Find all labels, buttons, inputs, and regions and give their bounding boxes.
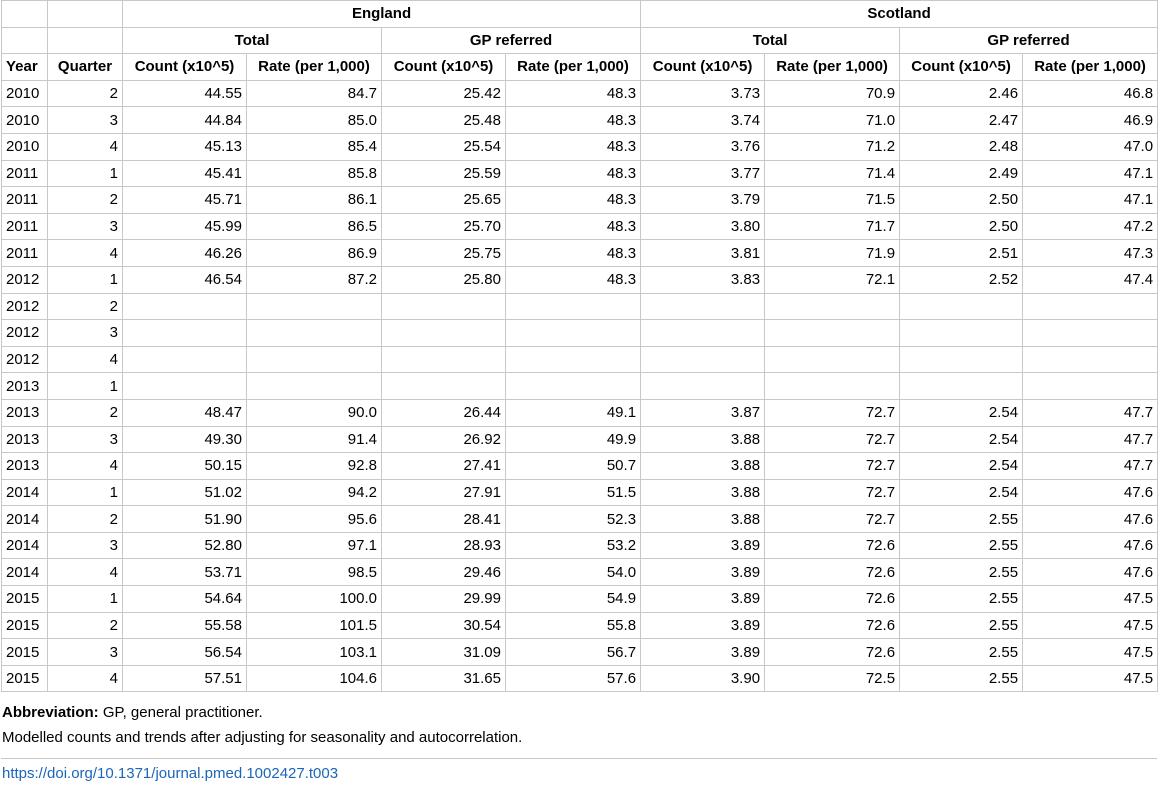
table-cell: 72.7 <box>765 453 900 480</box>
table-cell: 3.74 <box>641 107 765 134</box>
cell-quarter: 2 <box>48 187 123 214</box>
table-cell: 2.55 <box>900 559 1023 586</box>
table-cell: 28.93 <box>382 532 506 559</box>
table-cell: 56.54 <box>123 639 247 666</box>
table-cell: 3.76 <box>641 133 765 160</box>
table-cell: 2.55 <box>900 612 1023 639</box>
table-cell <box>900 320 1023 347</box>
table-cell: 48.3 <box>506 213 641 240</box>
table-cell: 84.7 <box>247 80 382 107</box>
region-header-england: England <box>123 1 641 28</box>
table-cell: 25.80 <box>382 266 506 293</box>
table-cell <box>506 373 641 400</box>
group-header-england-total: Total <box>123 27 382 54</box>
table-cell: 31.65 <box>382 665 506 692</box>
table-cell <box>900 346 1023 373</box>
cell-quarter: 2 <box>48 80 123 107</box>
table-cell: 3.88 <box>641 426 765 453</box>
table-cell: 3.89 <box>641 612 765 639</box>
table-cell: 25.75 <box>382 240 506 267</box>
cell-year: 2011 <box>2 187 48 214</box>
cell-year: 2012 <box>2 320 48 347</box>
model-note: Modelled counts and trends after adjusting for seasonality and autocorrelation. <box>2 729 523 747</box>
table-cell: 26.92 <box>382 426 506 453</box>
table-cell: 101.5 <box>247 612 382 639</box>
table-cell: 30.54 <box>382 612 506 639</box>
table-row <box>2 293 1158 320</box>
table-cell: 91.4 <box>247 426 382 453</box>
table-cell: 3.89 <box>641 586 765 613</box>
table-cell <box>1023 320 1158 347</box>
table-cell <box>506 320 641 347</box>
cell-quarter: 3 <box>48 532 123 559</box>
table-cell: 2.46 <box>900 80 1023 107</box>
table-cell <box>1023 346 1158 373</box>
table-cell: 3.73 <box>641 80 765 107</box>
cell-quarter: 4 <box>48 665 123 692</box>
cell-quarter: 2 <box>48 612 123 639</box>
table-cell: 46.9 <box>1023 107 1158 134</box>
table-cell: 31.09 <box>382 639 506 666</box>
cell-year: 2012 <box>2 346 48 373</box>
cell-year: 2014 <box>2 506 48 533</box>
group-header-scotland-total: Total <box>641 27 900 54</box>
table-cell <box>641 346 765 373</box>
cell-quarter: 2 <box>48 506 123 533</box>
table-cell: 3.87 <box>641 399 765 426</box>
table-cell: 104.6 <box>247 665 382 692</box>
data-table <box>1 0 1158 692</box>
table-cell <box>123 373 247 400</box>
table-cell: 3.79 <box>641 187 765 214</box>
table-cell <box>765 320 900 347</box>
cell-quarter: 1 <box>48 373 123 400</box>
blank-header-cell <box>2 27 48 54</box>
cell-year: 2015 <box>2 612 48 639</box>
column-header-count: Count (x10^5) <box>900 54 1023 81</box>
cell-quarter: 4 <box>48 133 123 160</box>
table-row <box>2 240 1158 267</box>
table-cell <box>506 346 641 373</box>
table-cell: 48.3 <box>506 107 641 134</box>
blank-header-cell <box>48 1 123 28</box>
table-row <box>2 532 1158 559</box>
table-cell: 98.5 <box>247 559 382 586</box>
table-cell: 29.46 <box>382 559 506 586</box>
table-cell: 51.90 <box>123 506 247 533</box>
table-cell: 48.3 <box>506 266 641 293</box>
table-cell: 2.55 <box>900 506 1023 533</box>
table-cell: 71.2 <box>765 133 900 160</box>
table-cell: 86.9 <box>247 240 382 267</box>
table-cell: 70.9 <box>765 80 900 107</box>
cell-quarter: 3 <box>48 107 123 134</box>
group-header-england-gp: GP referred <box>382 27 641 54</box>
table-cell: 54.9 <box>506 586 641 613</box>
cell-quarter: 4 <box>48 559 123 586</box>
cell-year: 2013 <box>2 399 48 426</box>
table-cell: 71.5 <box>765 187 900 214</box>
table-row <box>2 453 1158 480</box>
cell-year: 2012 <box>2 266 48 293</box>
column-header-count: Count (x10^5) <box>382 54 506 81</box>
table-cell <box>382 373 506 400</box>
table-cell: 47.7 <box>1023 399 1158 426</box>
table-cell: 47.5 <box>1023 665 1158 692</box>
table-cell: 2.54 <box>900 479 1023 506</box>
table-row <box>2 320 1158 347</box>
table-cell: 47.0 <box>1023 133 1158 160</box>
cell-quarter: 4 <box>48 240 123 267</box>
column-header-year: Year <box>2 54 48 81</box>
table-cell: 72.6 <box>765 559 900 586</box>
cell-quarter: 2 <box>48 399 123 426</box>
table-row <box>2 80 1158 107</box>
table-cell <box>1023 293 1158 320</box>
table-row <box>2 107 1158 134</box>
blank-header-cell <box>2 1 48 28</box>
table-cell: 72.6 <box>765 639 900 666</box>
table-cell: 51.5 <box>506 479 641 506</box>
column-header-row <box>2 54 1158 81</box>
table-cell: 25.54 <box>382 133 506 160</box>
table-cell: 72.1 <box>765 266 900 293</box>
group-header-row <box>2 27 1158 54</box>
cell-year: 2010 <box>2 133 48 160</box>
cell-quarter: 1 <box>48 586 123 613</box>
cell-quarter: 4 <box>48 346 123 373</box>
table-row <box>2 665 1158 692</box>
cell-year: 2010 <box>2 80 48 107</box>
table-cell <box>247 346 382 373</box>
table-cell: 47.7 <box>1023 453 1158 480</box>
table-cell <box>123 346 247 373</box>
cell-year: 2013 <box>2 373 48 400</box>
table-row <box>2 133 1158 160</box>
table-cell: 2.55 <box>900 586 1023 613</box>
table-cell: 85.8 <box>247 160 382 187</box>
cell-year: 2011 <box>2 240 48 267</box>
table-cell: 27.91 <box>382 479 506 506</box>
table-row <box>2 559 1158 586</box>
table-row <box>2 187 1158 214</box>
cell-year: 2011 <box>2 160 48 187</box>
table-cell: 71.0 <box>765 107 900 134</box>
cell-year: 2013 <box>2 453 48 480</box>
table-cell: 47.5 <box>1023 639 1158 666</box>
table-cell: 47.6 <box>1023 532 1158 559</box>
table-cell: 85.0 <box>247 107 382 134</box>
table-cell <box>382 293 506 320</box>
cell-year: 2015 <box>2 639 48 666</box>
table-cell <box>765 373 900 400</box>
table-cell: 25.48 <box>382 107 506 134</box>
table-cell: 72.7 <box>765 506 900 533</box>
table-cell: 2.55 <box>900 639 1023 666</box>
table-cell: 47.3 <box>1023 240 1158 267</box>
table-cell: 27.41 <box>382 453 506 480</box>
table-body <box>2 80 1158 692</box>
table-cell <box>641 373 765 400</box>
table-cell: 45.41 <box>123 160 247 187</box>
table-cell: 48.47 <box>123 399 247 426</box>
table-cell: 90.0 <box>247 399 382 426</box>
cell-quarter: 4 <box>48 453 123 480</box>
table-cell: 48.3 <box>506 187 641 214</box>
table-cell: 71.9 <box>765 240 900 267</box>
table-cell: 45.99 <box>123 213 247 240</box>
abbreviation-text: GP, general practitioner. <box>98 704 263 722</box>
table-cell: 53.71 <box>123 559 247 586</box>
table-cell: 72.6 <box>765 612 900 639</box>
column-header-rate: Rate (per 1,000) <box>765 54 900 81</box>
table-cell: 45.13 <box>123 133 247 160</box>
table-cell: 55.8 <box>506 612 641 639</box>
table-cell <box>765 293 900 320</box>
table-cell: 3.81 <box>641 240 765 267</box>
table-cell <box>247 320 382 347</box>
table-cell: 51.02 <box>123 479 247 506</box>
table-cell: 3.80 <box>641 213 765 240</box>
cell-quarter: 2 <box>48 293 123 320</box>
table-cell: 95.6 <box>247 506 382 533</box>
blank-header-cell <box>48 27 123 54</box>
cell-year: 2014 <box>2 559 48 586</box>
table-cell: 72.7 <box>765 399 900 426</box>
table-cell <box>900 373 1023 400</box>
cell-year: 2010 <box>2 107 48 134</box>
table-cell: 3.88 <box>641 453 765 480</box>
abbreviation-note <box>2 700 1158 725</box>
table-cell: 72.5 <box>765 665 900 692</box>
table-cell: 46.8 <box>1023 80 1158 107</box>
table-cell: 48.3 <box>506 240 641 267</box>
table-cell: 49.30 <box>123 426 247 453</box>
table-cell: 47.6 <box>1023 479 1158 506</box>
table-cell: 44.55 <box>123 80 247 107</box>
table-cell: 25.42 <box>382 80 506 107</box>
table-cell: 47.7 <box>1023 426 1158 453</box>
table-row <box>2 266 1158 293</box>
table-row <box>2 479 1158 506</box>
table-cell: 85.4 <box>247 133 382 160</box>
table-cell: 57.6 <box>506 665 641 692</box>
table-cell: 2.50 <box>900 213 1023 240</box>
table-cell: 72.7 <box>765 479 900 506</box>
table-cell: 55.58 <box>123 612 247 639</box>
column-header-rate: Rate (per 1,000) <box>506 54 641 81</box>
table-cell: 47.5 <box>1023 612 1158 639</box>
table-cell: 3.90 <box>641 665 765 692</box>
table-cell: 52.80 <box>123 532 247 559</box>
table-cell: 71.4 <box>765 160 900 187</box>
cell-year: 2013 <box>2 426 48 453</box>
table-cell: 3.89 <box>641 532 765 559</box>
table-cell: 48.3 <box>506 160 641 187</box>
table-cell: 2.51 <box>900 240 1023 267</box>
table-cell: 100.0 <box>247 586 382 613</box>
table-cell <box>641 293 765 320</box>
column-header-count: Count (x10^5) <box>123 54 247 81</box>
cell-quarter: 3 <box>48 426 123 453</box>
table-cell: 53.2 <box>506 532 641 559</box>
table-cell: 54.64 <box>123 586 247 613</box>
footnotes <box>2 700 1158 750</box>
divider <box>1 758 1157 759</box>
table-cell: 47.6 <box>1023 506 1158 533</box>
cell-year: 2012 <box>2 293 48 320</box>
table-cell: 3.77 <box>641 160 765 187</box>
table-cell: 92.8 <box>247 453 382 480</box>
table-cell: 3.88 <box>641 479 765 506</box>
table-cell: 97.1 <box>247 532 382 559</box>
table-cell: 57.51 <box>123 665 247 692</box>
cell-quarter: 1 <box>48 160 123 187</box>
table-cell: 29.99 <box>382 586 506 613</box>
table-cell: 49.1 <box>506 399 641 426</box>
table-cell: 54.0 <box>506 559 641 586</box>
table-cell: 2.54 <box>900 426 1023 453</box>
cell-year: 2015 <box>2 586 48 613</box>
table-cell: 25.59 <box>382 160 506 187</box>
table-cell: 72.6 <box>765 532 900 559</box>
table-cell <box>123 293 247 320</box>
table-cell: 47.2 <box>1023 213 1158 240</box>
region-header-scotland: Scotland <box>641 1 1158 28</box>
table-cell: 2.50 <box>900 187 1023 214</box>
table-cell: 2.47 <box>900 107 1023 134</box>
table-cell: 2.55 <box>900 532 1023 559</box>
table-cell: 72.7 <box>765 426 900 453</box>
cell-year: 2015 <box>2 665 48 692</box>
table-cell: 47.1 <box>1023 160 1158 187</box>
table-row <box>2 213 1158 240</box>
table-cell: 87.2 <box>247 266 382 293</box>
cell-year: 2014 <box>2 479 48 506</box>
column-header-rate: Rate (per 1,000) <box>247 54 382 81</box>
cell-quarter: 1 <box>48 266 123 293</box>
table-row <box>2 612 1158 639</box>
table-row <box>2 426 1158 453</box>
table-cell: 44.84 <box>123 107 247 134</box>
table-cell: 47.4 <box>1023 266 1158 293</box>
cell-quarter: 3 <box>48 320 123 347</box>
table-cell: 3.83 <box>641 266 765 293</box>
table-cell: 48.3 <box>506 80 641 107</box>
table-row <box>2 586 1158 613</box>
table-cell <box>247 293 382 320</box>
table-cell: 46.26 <box>123 240 247 267</box>
table-cell: 94.2 <box>247 479 382 506</box>
table-cell: 72.6 <box>765 586 900 613</box>
table-cell: 2.48 <box>900 133 1023 160</box>
table-cell <box>382 346 506 373</box>
table-cell: 47.1 <box>1023 187 1158 214</box>
table-cell <box>641 320 765 347</box>
table-cell: 56.7 <box>506 639 641 666</box>
column-header-rate: Rate (per 1,000) <box>1023 54 1158 81</box>
table-cell <box>382 320 506 347</box>
table-row <box>2 160 1158 187</box>
table-cell: 2.49 <box>900 160 1023 187</box>
table-cell <box>123 320 247 347</box>
table-row <box>2 506 1158 533</box>
table-cell: 3.89 <box>641 639 765 666</box>
table-cell: 2.54 <box>900 453 1023 480</box>
table-cell <box>765 346 900 373</box>
table-cell <box>506 293 641 320</box>
column-header-count: Count (x10^5) <box>641 54 765 81</box>
table-cell <box>900 293 1023 320</box>
cell-year: 2011 <box>2 213 48 240</box>
table-cell: 28.41 <box>382 506 506 533</box>
table-cell: 86.1 <box>247 187 382 214</box>
cell-year: 2014 <box>2 532 48 559</box>
table-cell: 3.89 <box>641 559 765 586</box>
table-cell: 47.6 <box>1023 559 1158 586</box>
abbreviation-label: Abbreviation: <box>2 704 99 722</box>
table-cell <box>1023 373 1158 400</box>
table-cell: 3.88 <box>641 506 765 533</box>
table-cell: 71.7 <box>765 213 900 240</box>
doi-link[interactable]: https://doi.org/10.1371/journal.pmed.1002427.t003 <box>2 765 339 783</box>
cell-quarter: 3 <box>48 213 123 240</box>
table-row <box>2 346 1158 373</box>
column-header-quarter: Quarter <box>48 54 123 81</box>
table-cell: 45.71 <box>123 187 247 214</box>
table-cell: 86.5 <box>247 213 382 240</box>
table-row <box>2 373 1158 400</box>
table-cell: 2.55 <box>900 665 1023 692</box>
table-cell: 25.65 <box>382 187 506 214</box>
cell-quarter: 3 <box>48 639 123 666</box>
region-header-row <box>2 1 1158 28</box>
table-cell: 47.5 <box>1023 586 1158 613</box>
table-cell: 49.9 <box>506 426 641 453</box>
table-cell: 25.70 <box>382 213 506 240</box>
table-cell: 2.52 <box>900 266 1023 293</box>
table-cell <box>247 373 382 400</box>
table-row <box>2 399 1158 426</box>
group-header-scotland-gp: GP referred <box>900 27 1158 54</box>
table-cell: 2.54 <box>900 399 1023 426</box>
table-cell: 46.54 <box>123 266 247 293</box>
table-cell: 50.7 <box>506 453 641 480</box>
table-cell: 48.3 <box>506 133 641 160</box>
table-row <box>2 639 1158 666</box>
table-cell: 103.1 <box>247 639 382 666</box>
table-cell: 52.3 <box>506 506 641 533</box>
table-cell: 26.44 <box>382 399 506 426</box>
table-cell: 50.15 <box>123 453 247 480</box>
cell-quarter: 1 <box>48 479 123 506</box>
